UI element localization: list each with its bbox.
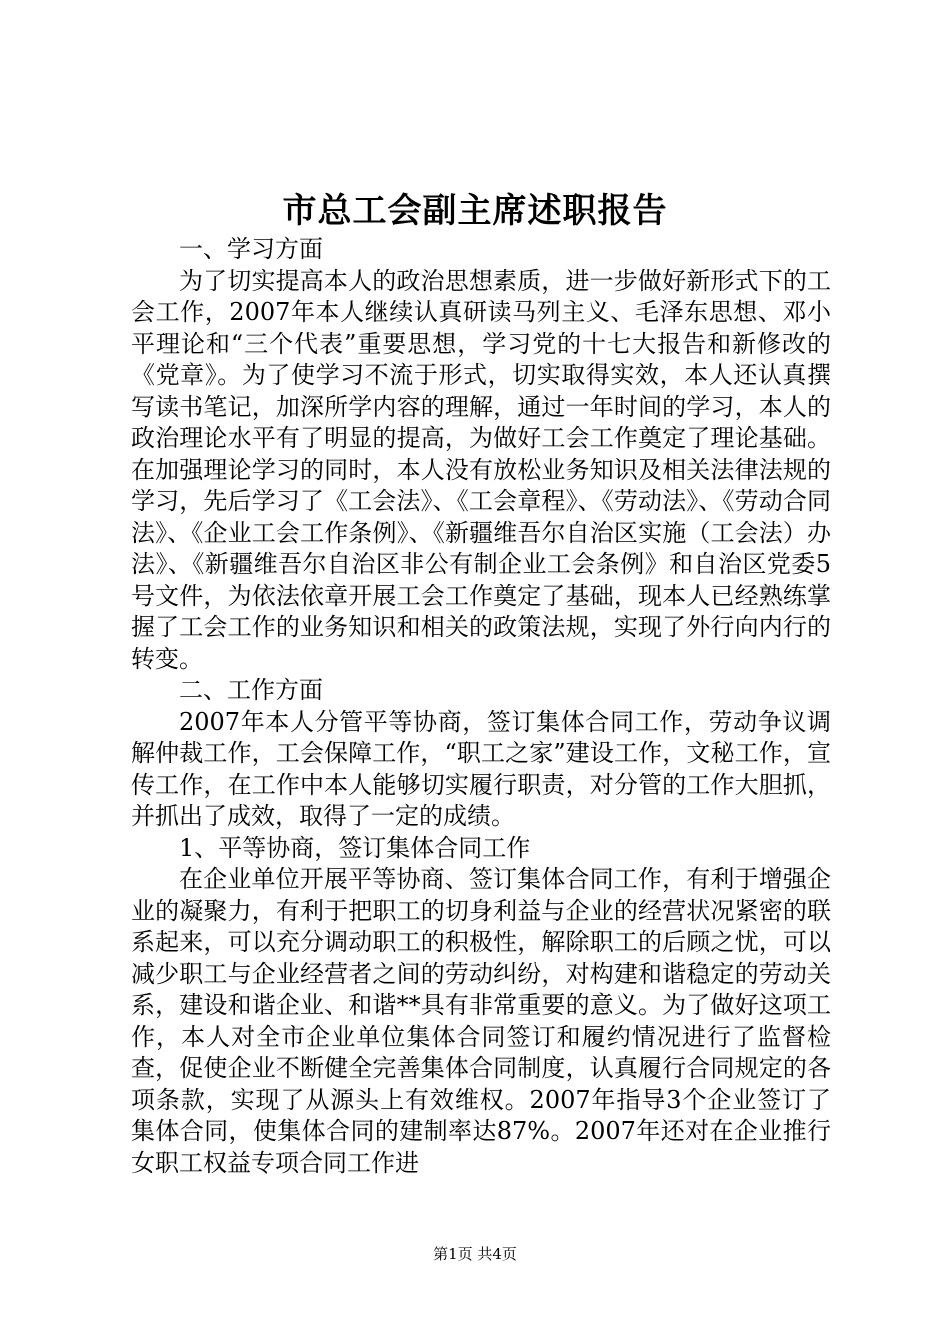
document-body [131, 234, 831, 1179]
paragraph-work-overview: 2007年本人分管平等协商，签订集体合同工作，劳动争议调解仲裁工作，工会保障工作，“职工之家”建设工作，文秘工作，宣传工作，在工作中本人能够切实履行职责，对分管的工作大胆抓，并抓出了成效，取得了一定的成绩。 [131, 707, 831, 830]
document-title: 市总工会副主席述职报告 [282, 191, 668, 231]
paragraph-collective-contract: 在企业单位开展平等协商、签订集体合同工作，有利于增强企业的凝聚力，有利于把职工的切身利益与企业的经营状况紧密的联系起来，可以充分调动职工的积极性，解除职工的后顾之忧，可以减少职工与企业经营者之间的劳动纠纷，对构建和谐稳定的劳动关系，建设和谐企业、和谐**具有非常重要的意义。为了做好这项工作，本人对全市企业单位集体合同签订和履约情况进行了监督检查，促使企业不断健全完善集体合同制度，认真履行合同规定的各项条款，实现了从源头上有效维权。2007年指导3个企业签订了集体合同，使集体合同的建制率达87%。2007年还对在企业推行女职工权益专项合同工作进 [131, 865, 831, 1177]
paragraph-study: 为了切实提高本人的政治思想素质，进一步做好新形式下的工会工作，2007年本人继续认真研读马列主义、毛泽东思想、邓小平理论和“三个代表”重要思想，学习党的十七大报告和新修改的《党章》。为了使学习不流于形式，切实取得实效，本人还认真撰写读书笔记，加深所学内容的理解，通过一年时间的学习，本人的政治理论水平有了明显的提高，为做好工会工作奠定了理论基础。在加强理论学习的同时，本人没有放松业务知识及相关法律法规的学习，先后学习了《工会法》、《工会章程》、《劳动法》、《劳动合同法》、《企业工会工作条例》、《新疆维吾尔自治区实施（工会法）办法》、《新疆维吾尔自治区非公有制企业工会条例》和自治区党委5号文件，为依法依章开展工会工作奠定了基础，现本人已经熟练掌握了工会工作的业务知识和相关的政策法规，实现了外行向内行的转变。 [131, 266, 831, 673]
section-heading-work: 二、工作方面 [179, 676, 323, 704]
section-heading-study: 一、学习方面 [179, 235, 323, 263]
subsection-heading-collective-contract: 1、平等协商，签订集体合同工作 [179, 833, 531, 862]
page-footer: 第1页 共4页 [433, 1245, 517, 1263]
